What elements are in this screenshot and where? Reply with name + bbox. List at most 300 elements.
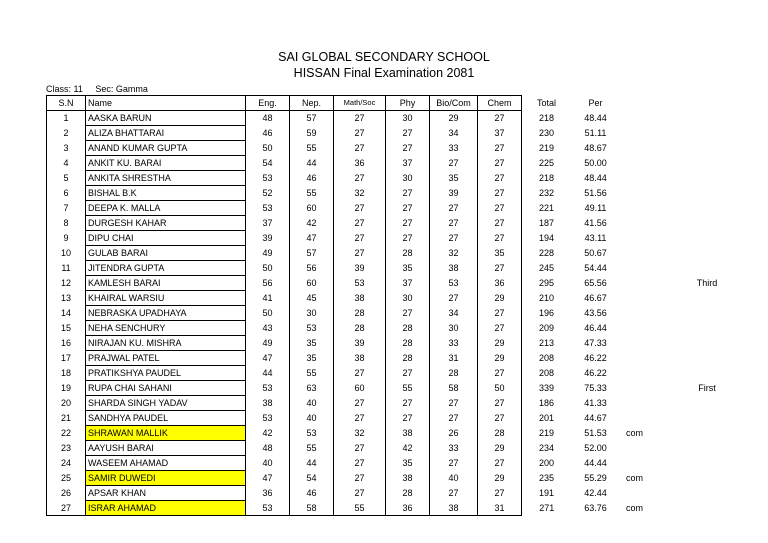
table-row <box>47 111 765 126</box>
cell-bio: 32 <box>430 246 478 261</box>
cell-phy: 30 <box>386 291 430 306</box>
cell-chem: 27 <box>478 156 522 171</box>
header-name: Name <box>86 96 246 111</box>
cell-per: 43.11 <box>584 233 607 243</box>
cell-chem: 27 <box>478 486 522 501</box>
cell-bio: 34 <box>430 306 478 321</box>
cell-sn: 2 <box>47 126 86 141</box>
cell-total: 235 <box>538 473 555 483</box>
cell-sn: 11 <box>47 261 86 276</box>
cell-bio: 53 <box>430 276 478 291</box>
cell-chem: 27 <box>478 216 522 231</box>
cell-eng: 53 <box>246 381 290 396</box>
cell-phy: 27 <box>386 216 430 231</box>
cell-name: SAMIR DUWEDI <box>86 471 246 486</box>
cell-chem: 27 <box>478 201 522 216</box>
cell-total: 232 <box>538 188 555 198</box>
cell-math: 60 <box>334 381 386 396</box>
cell-note <box>620 126 650 141</box>
cell-name: KHAIRAL WARSIU <box>86 291 246 306</box>
cell-math: 27 <box>334 396 386 411</box>
cell-eng: 43 <box>246 321 290 336</box>
cell-math: 27 <box>334 366 386 381</box>
header-nep: Nep. <box>290 96 334 111</box>
cell-eng: 47 <box>246 351 290 366</box>
cell-sn: 1 <box>47 111 86 126</box>
table-row <box>47 231 765 246</box>
cell-math: 27 <box>334 456 386 471</box>
cell-total: 213 <box>538 338 555 348</box>
table-row <box>47 501 765 516</box>
cell-phy: 38 <box>386 426 430 441</box>
table-row <box>47 411 765 426</box>
cell-note <box>620 216 650 231</box>
cell-math: 27 <box>334 246 386 261</box>
cell-nep: 35 <box>290 336 334 351</box>
table-row <box>47 441 765 456</box>
cell-phy: 27 <box>386 366 430 381</box>
cell-phy: 27 <box>386 306 430 321</box>
table-row <box>47 366 765 381</box>
cell-phy: 27 <box>386 411 430 426</box>
cell-name: SANDHYA PAUDEL <box>86 411 246 426</box>
cell-chem: 37 <box>478 126 522 141</box>
cell-eng: 39 <box>246 231 290 246</box>
cell-chem: 29 <box>478 471 522 486</box>
cell-math: 27 <box>334 441 386 456</box>
cell-note <box>620 246 650 261</box>
cell-per: 48.44 <box>584 113 607 123</box>
cell-remark <box>650 126 765 141</box>
cell-phy: 36 <box>386 501 430 516</box>
cell-eng: 49 <box>246 336 290 351</box>
cell-sn: 6 <box>47 186 86 201</box>
cell-bio: 26 <box>430 426 478 441</box>
cell-nep: 63 <box>290 381 334 396</box>
cell-name: ANKIT KU. BARAI <box>86 156 246 171</box>
cell-math: 27 <box>334 411 386 426</box>
cell-name: NEBRASKA UPADHAYA <box>86 306 246 321</box>
cell-note <box>620 141 650 156</box>
cell-bio: 27 <box>430 486 478 501</box>
cell-bio: 27 <box>430 216 478 231</box>
cell-note: com <box>625 503 643 513</box>
cell-bio: 58 <box>430 381 478 396</box>
cell-remark <box>650 411 765 426</box>
cell-per: 46.22 <box>584 368 607 378</box>
header-per: Per <box>588 98 603 108</box>
table-row <box>47 486 765 501</box>
cell-bio: 33 <box>430 141 478 156</box>
cell-chem: 27 <box>478 141 522 156</box>
cell-chem: 31 <box>478 501 522 516</box>
table-row <box>47 216 765 231</box>
cell-phy: 35 <box>386 261 430 276</box>
cell-chem: 29 <box>478 351 522 366</box>
cell-nep: 58 <box>290 501 334 516</box>
cell-total: 234 <box>538 443 555 453</box>
cell-eng: 48 <box>246 441 290 456</box>
cell-math: 27 <box>334 111 386 126</box>
cell-nep: 53 <box>290 426 334 441</box>
cell-eng: 53 <box>246 501 290 516</box>
cell-sn: 22 <box>47 426 86 441</box>
header-math-soc: Math/Soc <box>334 96 386 111</box>
cell-sn: 26 <box>47 486 86 501</box>
cell-per: 44.67 <box>584 413 607 423</box>
cell-bio: 33 <box>430 441 478 456</box>
cell-total: 339 <box>538 383 555 393</box>
cell-name: ALIZA BHATTARAI <box>86 126 246 141</box>
cell-remark <box>650 456 765 471</box>
cell-bio: 40 <box>430 471 478 486</box>
cell-chem: 29 <box>478 336 522 351</box>
cell-math: 38 <box>334 291 386 306</box>
cell-phy: 27 <box>386 186 430 201</box>
cell-name: PRAJWAL PATEL <box>86 351 246 366</box>
cell-note <box>620 441 650 456</box>
cell-bio: 29 <box>430 111 478 126</box>
cell-eng: 47 <box>246 471 290 486</box>
cell-total: 200 <box>538 458 555 468</box>
cell-eng: 56 <box>246 276 290 291</box>
cell-total: 230 <box>538 128 555 138</box>
cell-nep: 44 <box>290 156 334 171</box>
cell-total: 210 <box>538 293 555 303</box>
table-row <box>47 141 765 156</box>
cell-total: 219 <box>538 428 555 438</box>
cell-nep: 46 <box>290 486 334 501</box>
cell-sn: 12 <box>47 276 86 291</box>
cell-remark <box>650 306 765 321</box>
cell-per: 41.33 <box>584 398 607 408</box>
cell-note <box>620 321 650 336</box>
cell-remark <box>650 186 765 201</box>
cell-sn: 21 <box>47 411 86 426</box>
cell-note <box>620 486 650 501</box>
cell-nep: 40 <box>290 411 334 426</box>
cell-note <box>620 276 650 291</box>
cell-nep: 60 <box>290 201 334 216</box>
cell-bio: 33 <box>430 336 478 351</box>
cell-per: 42.44 <box>584 488 607 498</box>
cell-name: ANAND KUMAR GUPTA <box>86 141 246 156</box>
cell-remark <box>650 396 765 411</box>
cell-chem: 29 <box>478 291 522 306</box>
table-row <box>47 426 765 441</box>
cell-chem: 27 <box>478 411 522 426</box>
cell-math: 38 <box>334 351 386 366</box>
cell-eng: 53 <box>246 411 290 426</box>
cell-per: 41.56 <box>584 218 607 228</box>
cell-eng: 54 <box>246 156 290 171</box>
cell-name: DIPU CHAI <box>86 231 246 246</box>
cell-nep: 30 <box>290 306 334 321</box>
cell-eng: 49 <box>246 246 290 261</box>
cell-bio: 27 <box>430 231 478 246</box>
cell-eng: 50 <box>246 306 290 321</box>
cell-math: 27 <box>334 171 386 186</box>
table-row <box>47 126 765 141</box>
cell-total: 201 <box>538 413 555 423</box>
cell-sn: 3 <box>47 141 86 156</box>
cell-bio: 39 <box>430 186 478 201</box>
cell-remark <box>650 291 765 306</box>
cell-remark <box>650 351 765 366</box>
cell-nep: 54 <box>290 471 334 486</box>
header-row <box>47 96 765 111</box>
cell-sn: 27 <box>47 501 86 516</box>
cell-phy: 37 <box>386 276 430 291</box>
cell-total: 208 <box>538 353 555 363</box>
cell-remark <box>650 141 765 156</box>
header-phy: Phy <box>386 96 430 111</box>
cell-name: NIRAJAN KU. MISHRA <box>86 336 246 351</box>
cell-phy: 30 <box>386 171 430 186</box>
cell-nep: 57 <box>290 246 334 261</box>
cell-bio: 31 <box>430 351 478 366</box>
cell-sn: 8 <box>47 216 86 231</box>
table-row <box>47 201 765 216</box>
cell-math: 27 <box>334 231 386 246</box>
table-row <box>47 321 765 336</box>
cell-sn: 13 <box>47 291 86 306</box>
cell-nep: 35 <box>290 351 334 366</box>
cell-total: 218 <box>538 173 555 183</box>
cell-eng: 48 <box>246 111 290 126</box>
cell-total: 191 <box>538 488 555 498</box>
cell-eng: 53 <box>246 201 290 216</box>
cell-remark <box>650 426 765 441</box>
table-row <box>47 261 765 276</box>
cell-note <box>620 366 650 381</box>
cell-per: 46.22 <box>584 353 607 363</box>
cell-note <box>620 456 650 471</box>
cell-math: 27 <box>334 141 386 156</box>
cell-total: 218 <box>538 113 555 123</box>
cell-chem: 27 <box>478 111 522 126</box>
cell-per: 52.00 <box>584 443 607 453</box>
cell-eng: 37 <box>246 216 290 231</box>
table-row <box>47 186 765 201</box>
cell-eng: 36 <box>246 486 290 501</box>
cell-math: 28 <box>334 321 386 336</box>
cell-phy: 28 <box>386 321 430 336</box>
header-chem: Chem <box>478 96 522 111</box>
cell-note <box>620 186 650 201</box>
cell-name: JITENDRA GUPTA <box>86 261 246 276</box>
cell-nep: 55 <box>290 141 334 156</box>
cell-name: ISRAR AHAMAD <box>86 501 246 516</box>
cell-sn: 15 <box>47 321 86 336</box>
cell-eng: 52 <box>246 186 290 201</box>
cell-name: SHARDA SINGH YADAV <box>86 396 246 411</box>
cell-eng: 46 <box>246 126 290 141</box>
cell-phy: 35 <box>386 456 430 471</box>
table-row <box>47 171 765 186</box>
cell-nep: 40 <box>290 396 334 411</box>
cell-name: ANKITA SHRESTHA <box>86 171 246 186</box>
class-label: Class: 11 <box>46 84 83 94</box>
cell-nep: 42 <box>290 216 334 231</box>
cell-chem: 27 <box>478 171 522 186</box>
school-name: SAI GLOBAL SECONDARY SCHOOL <box>278 50 490 64</box>
cell-chem: 27 <box>478 456 522 471</box>
cell-remark <box>650 486 765 501</box>
cell-name: GULAB BARAI <box>86 246 246 261</box>
cell-per: 75.33 <box>584 383 607 393</box>
cell-name: SHRAWAN MALLIK <box>86 426 246 441</box>
cell-phy: 28 <box>386 246 430 261</box>
cell-note <box>620 111 650 126</box>
cell-note <box>620 306 650 321</box>
cell-name: APSAR KHAN <box>86 486 246 501</box>
cell-bio: 34 <box>430 126 478 141</box>
cell-remark: First <box>698 383 716 393</box>
cell-nep: 55 <box>290 441 334 456</box>
cell-note <box>620 336 650 351</box>
cell-per: 46.67 <box>584 293 607 303</box>
cell-per: 50.00 <box>584 158 607 168</box>
exam-title: HISSAN Final Examination 2081 <box>293 66 475 80</box>
cell-per: 54.44 <box>584 263 607 273</box>
cell-eng: 42 <box>246 426 290 441</box>
cell-chem: 36 <box>478 276 522 291</box>
cell-per: 47.33 <box>584 338 607 348</box>
marks-table <box>46 95 765 516</box>
header-bio-com: Bio/Com <box>430 96 478 111</box>
cell-total: 228 <box>538 248 555 258</box>
cell-remark <box>650 246 765 261</box>
table-row <box>47 291 765 306</box>
cell-chem: 27 <box>478 321 522 336</box>
cell-phy: 27 <box>386 396 430 411</box>
cell-chem: 27 <box>478 366 522 381</box>
cell-note <box>620 261 650 276</box>
cell-sn: 23 <box>47 441 86 456</box>
cell-total: 271 <box>539 503 555 513</box>
cell-name: DURGESH KAHAR <box>86 216 246 231</box>
cell-math: 36 <box>334 156 386 171</box>
cell-name: BISHAL B.K <box>86 186 246 201</box>
cell-bio: 28 <box>430 366 478 381</box>
cell-sn: 14 <box>47 306 86 321</box>
cell-total: 196 <box>538 308 555 318</box>
cell-name: AAYUSH BARAI <box>86 441 246 456</box>
cell-chem: 50 <box>478 381 522 396</box>
cell-bio: 27 <box>430 291 478 306</box>
cell-per: 65.56 <box>584 278 607 288</box>
cell-remark <box>650 336 765 351</box>
cell-nep: 55 <box>290 366 334 381</box>
cell-name: NEHA SENCHURY <box>86 321 246 336</box>
cell-sn: 18 <box>47 366 86 381</box>
cell-math: 28 <box>334 306 386 321</box>
cell-phy: 28 <box>386 351 430 366</box>
cell-phy: 42 <box>386 441 430 456</box>
cell-remark <box>650 261 765 276</box>
cell-note <box>620 201 650 216</box>
cell-nep: 46 <box>290 171 334 186</box>
cell-phy: 30 <box>386 111 430 126</box>
cell-phy: 28 <box>386 486 430 501</box>
cell-name: DEEPA K. MALLA <box>86 201 246 216</box>
cell-per: 55.29 <box>584 473 607 483</box>
table-row <box>47 306 765 321</box>
cell-math: 53 <box>334 276 386 291</box>
cell-phy: 55 <box>386 381 430 396</box>
table-row <box>47 471 765 486</box>
cell-sn: 25 <box>47 471 86 486</box>
cell-chem: 29 <box>478 441 522 456</box>
cell-remark <box>650 366 765 381</box>
cell-sn: 10 <box>47 246 86 261</box>
cell-note: com <box>625 428 643 438</box>
cell-note <box>620 381 650 396</box>
cell-math: 39 <box>334 336 386 351</box>
cell-phy: 27 <box>386 126 430 141</box>
cell-chem: 28 <box>478 426 522 441</box>
cell-note <box>620 291 650 306</box>
cell-name: KAMLESH BARAI <box>86 276 246 291</box>
cell-per: 51.56 <box>584 188 607 198</box>
cell-nep: 60 <box>290 276 334 291</box>
cell-bio: 27 <box>430 156 478 171</box>
cell-math: 39 <box>334 261 386 276</box>
cell-math: 55 <box>334 501 386 516</box>
cell-sn: 20 <box>47 396 86 411</box>
cell-math: 27 <box>334 216 386 231</box>
table-row <box>47 456 765 471</box>
cell-nep: 59 <box>290 126 334 141</box>
cell-note <box>620 231 650 246</box>
cell-phy: 38 <box>386 471 430 486</box>
cell-nep: 45 <box>290 291 334 306</box>
cell-math: 27 <box>334 486 386 501</box>
cell-bio: 27 <box>430 411 478 426</box>
cell-note <box>620 171 650 186</box>
header-sn: S.N <box>47 96 86 111</box>
table-row <box>47 351 765 366</box>
cell-name: WASEEM AHAMAD <box>86 456 246 471</box>
class-section-line <box>46 84 158 94</box>
cell-phy: 27 <box>386 201 430 216</box>
cell-remark <box>650 471 765 486</box>
cell-bio: 38 <box>430 261 478 276</box>
cell-nep: 47 <box>290 231 334 246</box>
cell-per: 49.11 <box>584 203 607 213</box>
table-row <box>47 276 765 291</box>
cell-chem: 27 <box>478 306 522 321</box>
cell-phy: 28 <box>386 336 430 351</box>
cell-total: 209 <box>538 323 555 333</box>
cell-name: RUPA CHAI SAHANI <box>86 381 246 396</box>
cell-bio: 30 <box>430 321 478 336</box>
cell-bio: 27 <box>430 396 478 411</box>
cell-total: 194 <box>538 233 555 243</box>
header-eng: Eng. <box>246 96 290 111</box>
cell-sn: 24 <box>47 456 86 471</box>
cell-remark <box>650 201 765 216</box>
table-row <box>47 396 765 411</box>
cell-nep: 57 <box>290 111 334 126</box>
cell-eng: 44 <box>246 366 290 381</box>
cell-chem: 27 <box>478 231 522 246</box>
cell-nep: 55 <box>290 186 334 201</box>
cell-total: 245 <box>538 263 555 273</box>
cell-phy: 27 <box>386 141 430 156</box>
cell-eng: 38 <box>246 396 290 411</box>
